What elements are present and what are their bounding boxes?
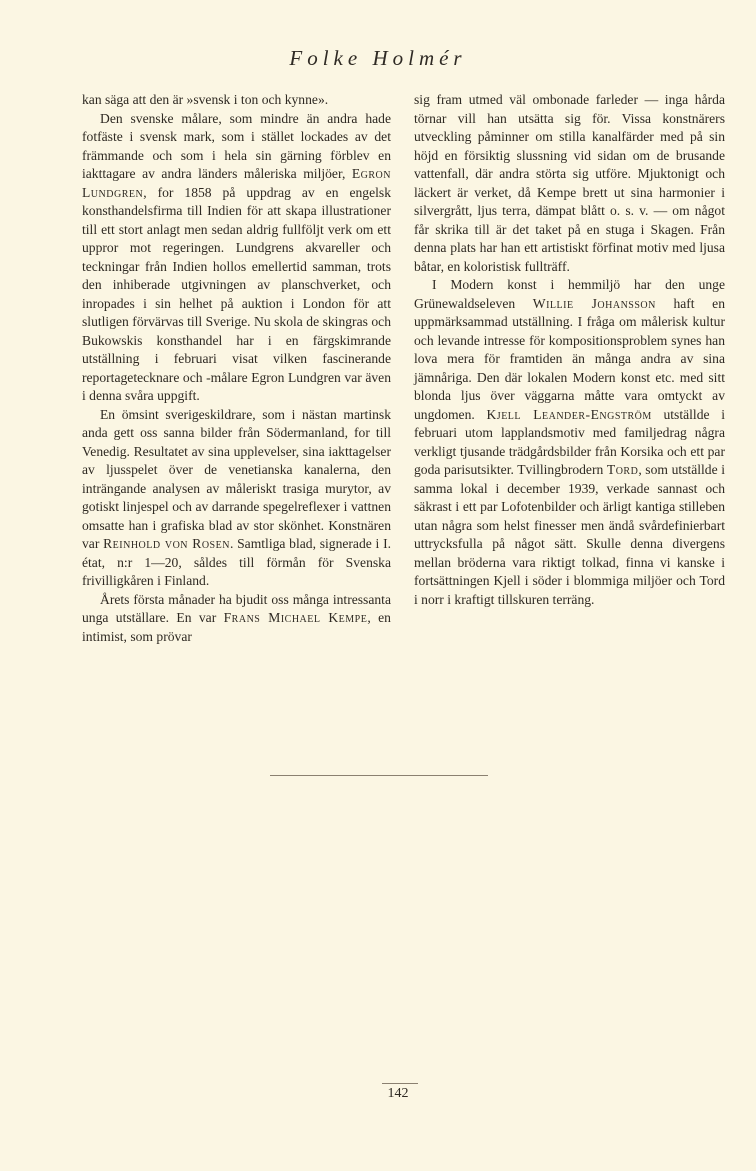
left-column bbox=[82, 91, 391, 646]
text-run: utställde i februari utom lapplandsmotiv med familjedrag några verkligt tjusande trädgårdsbilder från Korsika och ett par goda parisutsikter. Tvillingbrodern bbox=[414, 406, 726, 477]
text-run: Årets första månader ha bjudit oss många intressanta unga utställare. En var bbox=[82, 591, 391, 625]
text-run: , for 1858 på uppdrag av en engelsk konsthandelsfirma till Indien för att skapa illustrationer till ett stort anlagt men sedan aldrig fullföljt verk om ett uppror mot regeringen. Lundgrens akvareller och teckningar från Indien hollos emellertid samman, trots den inhiberade utgivningen av planschverket, och inropades i sin helhet på auktion i London för att slutligen förvärvas till Sverige. Nu skola de skingras och Bukowskis konsthandel har i en färgskimrande utställning i februari visat vilken fascinerande reportagetecknare och -målare Egron Lundgren var även i denna svåra uppgift. bbox=[82, 184, 391, 403]
text-run: I Modern konst i hemmiljö har den unge Grünewaldseleven bbox=[414, 277, 725, 311]
paragraph bbox=[82, 591, 391, 647]
page-number: 142 bbox=[387, 1086, 409, 1101]
page-number-rule bbox=[382, 1083, 418, 1084]
paragraph bbox=[414, 276, 725, 609]
text-run: En ömsint sverigeskildrare, som i nästan martinsk anda gett oss sanna bilder från Södermanland, for till Venedig. Resultatet av sina upplevelser, sina iakttagelser av ljusspelet över de venetianska kanalerna, den inträngande analysen av måleriskt trasiga murytor, av gotiskt linjespel och av darrande spegelreflexer i vattnen omsatte han i grafiska blad av stor skönhet. Konstnären var bbox=[82, 406, 391, 551]
artist-name: Reinhold von Rosen bbox=[103, 536, 230, 551]
right-column bbox=[414, 91, 725, 609]
section-divider bbox=[270, 775, 488, 776]
text-run: haft en uppmärksammad utställning. I fråga om målerisk kultur och levande intresse för kompositionsproblem synes han lova mera för framtiden än många andra av sina jämnåriga. Den där lokalen Modern konst etc. med sitt blonda ljus över väggarna måtte vara omtyckt av ungdomen. bbox=[414, 295, 725, 422]
artist-name: Kjell Leander-Engström bbox=[486, 406, 652, 422]
paragraph bbox=[82, 110, 391, 406]
artist-name: Frans Michael Kempe bbox=[223, 610, 368, 625]
paragraph: sig fram utmed väl ombonade farleder — inga hårda törnar vill han utsätta sig för. Vissa konstnärers utveckling påminner om stilla kanalfärder med på sin höjd en försiktig slussning vid sidan om de brusande vattenfall, där andra störta sig utföre. Mjuktonigt och läckert är verket, då Kempe brett ut sina harmonier i silvergrått, ljus terra, dämpat blått o. s. v. — om något får skrika till är det taket på en stuga i Skagen. Från denna plats har han ett artistiskt förfinat motiv med ljusa båtar, en koloristisk fullträff. bbox=[414, 92, 725, 274]
text-run: , en intimist, som prövar bbox=[82, 610, 391, 644]
text-run: , som utställde i samma lokal i december 1939, verkade sannast och säkrast i ett par Lofotenbilder och ärligt kantiga stilleben utan några som helst finesser men ändå svårdefinierbart uttrycksfulla på något sätt. Skulle denna divergens mellan bröderna vara riktigt tolkad, finna vi kanske i fortsättningen Kjell i söder i blommiga miljöer och Tord i norr i kraftigt tillskuren terräng. bbox=[414, 462, 725, 607]
running-header: Folke Holmér bbox=[289, 46, 467, 70]
text-run: . Samtliga blad, signerade i I. état, n:r 1—20, såldes till förmån för Svenska frivilligkåren i Finland. bbox=[82, 536, 391, 588]
artist-name: Tord bbox=[606, 462, 639, 477]
paragraph: kan säga att den är »svensk i ton och kynne». bbox=[82, 92, 329, 107]
text-run: Den svenske målare, som mindre än andra hade fotfäste i svensk mark, som i stället lockades av det främmande och som i hela sin gärning förblev en iakttagare av andra länders måleriska miljöer, bbox=[82, 110, 391, 181]
artist-name: Willie Johansson bbox=[532, 295, 656, 311]
artist-name: Egron Lundgren bbox=[82, 166, 391, 200]
paragraph bbox=[82, 406, 391, 591]
